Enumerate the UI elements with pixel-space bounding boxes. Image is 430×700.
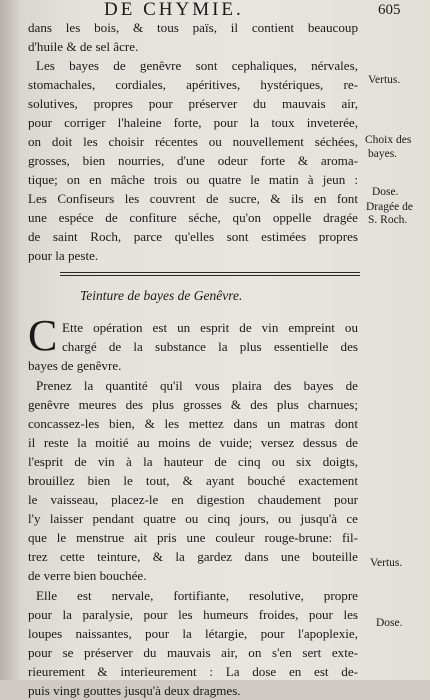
paragraph-1-end (28, 356, 358, 375)
text-line: Ette opération est un esprit de vin empreint ou (62, 320, 358, 335)
text-line: grosses, bien nourries, d'une odeur forte & aroma- (28, 153, 358, 168)
text-line: d'huile & de sel âcre. (28, 39, 139, 54)
text-line: de saint Roch, parce qu'elles sont estimées propres (28, 229, 358, 244)
text-line: chargé de la substance la plus essentielle des (62, 339, 358, 354)
text-line: une espéce de confiture séche, qu'on oppelle dragée (28, 210, 358, 225)
drop-capital: C (28, 311, 58, 360)
text-line: l'y laisser pendant quatre ou cinq jours, ou jusqu'à ce (28, 511, 358, 526)
text-line: puis vingt gouttes jusqu'à deux dragmes. (28, 683, 241, 698)
margin-note-choix-2: bayes. (368, 148, 398, 160)
text-line: Elle est nervale, fortifiante, resolutive, propre (36, 588, 358, 603)
gutter-shadow (0, 0, 22, 680)
text-line: bayes de genêvre. (28, 358, 122, 373)
text-line: pour corriger l'haleine forte, pour la toux inveterée, (28, 115, 358, 130)
text-line: pour la peste. (28, 248, 99, 263)
paragraph-3 (28, 586, 358, 700)
text-line: dans les bois, & tous païs, il contient beaucoup (28, 20, 358, 35)
text-line: loupes naissantes, pour la létargie, pour l'apoplexie, (28, 626, 358, 641)
paragraph-2 (28, 376, 358, 585)
text-line: pour se préserver du mauvais air, on s'en sert exte- (28, 645, 358, 660)
section-divider (60, 272, 360, 273)
text-line: concassez-les bien, & les mettez dans un matras dont (28, 416, 358, 431)
text-line: brouillez bien le tout, & ayant bouché exactement (28, 473, 358, 488)
text-line: de verre bien bouchée. (28, 568, 147, 583)
margin-note-dragee-2: S. Roch. (368, 214, 408, 226)
text-line: pour la paralysie, pour les humeurs froides, pour les (28, 607, 358, 622)
text-line: on doit les choisir récentes ou nouvellement séchées, (28, 134, 358, 149)
margin-note-vertus: Vertus. (368, 74, 401, 86)
text-line: le vaisseau, placez-le en digestion chaudement pour (28, 492, 358, 507)
page-number: 605 (378, 2, 401, 18)
text-line: que le menstrue ait pris une couleur rouge-brune: fil- (28, 530, 358, 545)
running-title: DE CHYMIE. (104, 0, 244, 20)
text-line: Prenez la quantité qu'il vous plaira des bayes de (36, 378, 358, 393)
margin-note-dose-lower: Dose. (376, 617, 403, 629)
text-line: Les bayes de genêvre sont cephaliques, nérvales, (36, 58, 358, 73)
text-line: rieurement & interieurement : La dose en est de- (28, 664, 358, 679)
margin-note-vertus-lower: Vertus. (370, 557, 403, 569)
text-line: l'esprit de vin à la hauteur de cinq ou six doigts, (28, 454, 358, 469)
section-title: Teinture de bayes de Genêvre. (80, 288, 243, 303)
text-line: il reste la moitié au moins de vuide; versez dessus de (28, 435, 358, 450)
top-text-block (28, 18, 358, 265)
text-line: tique; on en mâche trois ou quatre le matin à jeun : (28, 172, 358, 187)
text-line: solutives, propres pour préserver du mauvais air, (28, 96, 358, 111)
margin-note-dragee: Dragée de (366, 201, 413, 213)
margin-note-dose: Dose. (372, 186, 399, 198)
margin-note-choix: Choix des (365, 134, 412, 146)
text-line: Les Confiseurs les couvrent de sucre, & ils en font (28, 191, 358, 206)
text-line: stomachales, cordiales, apéritives, hystériques, re- (28, 77, 358, 92)
page-header (0, 0, 430, 20)
text-line: trez cette teinture, & la gardez dans une bouteille (28, 549, 358, 564)
paragraph-1 (62, 318, 358, 356)
text-line: genêvre meures des plus grosses & des plus charnues; (28, 397, 358, 412)
